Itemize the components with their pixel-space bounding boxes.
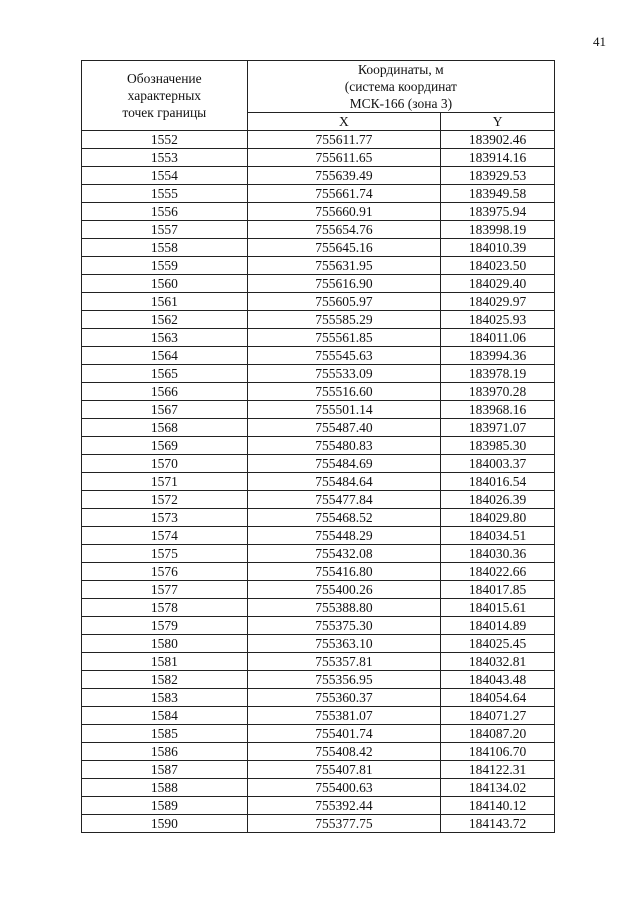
table-row [82, 743, 555, 761]
point-cell: 1561 [82, 293, 248, 311]
x-coordinate-cell: 755432.08 [247, 545, 441, 563]
y-coordinate-cell: 183902.46 [441, 131, 555, 149]
x-coordinate-cell: 755363.10 [247, 635, 441, 653]
point-cell: 1558 [82, 239, 248, 257]
point-cell: 1572 [82, 491, 248, 509]
table-row [82, 473, 555, 491]
y-coordinate-cell: 183929.53 [441, 167, 555, 185]
coords-header-line: МСК-166 (зона 3) [349, 96, 453, 111]
table-row [82, 311, 555, 329]
point-cell: 1567 [82, 401, 248, 419]
table-row [82, 419, 555, 437]
table-row [82, 491, 555, 509]
coordinates-column-header [247, 61, 554, 113]
y-coordinate-cell: 183985.30 [441, 437, 555, 455]
table-row [82, 437, 555, 455]
table-row [82, 761, 555, 779]
x-coordinate-cell: 755487.40 [247, 419, 441, 437]
point-cell: 1552 [82, 131, 248, 149]
table-row [82, 635, 555, 653]
x-coordinate-cell: 755477.84 [247, 491, 441, 509]
x-coordinate-cell: 755375.30 [247, 617, 441, 635]
point-cell: 1579 [82, 617, 248, 635]
x-coordinate-cell: 755400.63 [247, 779, 441, 797]
coordinates-table [81, 60, 555, 833]
y-coordinate-cell: 184016.54 [441, 473, 555, 491]
table-row [82, 617, 555, 635]
x-coordinate-cell: 755360.37 [247, 689, 441, 707]
x-coordinate-cell: 755561.85 [247, 329, 441, 347]
x-coordinate-cell: 755605.97 [247, 293, 441, 311]
point-cell: 1576 [82, 563, 248, 581]
point-cell: 1586 [82, 743, 248, 761]
y-coordinate-cell: 184003.37 [441, 455, 555, 473]
point-cell: 1555 [82, 185, 248, 203]
table-row [82, 815, 555, 833]
x-coordinate-cell: 755400.26 [247, 581, 441, 599]
x-coordinate-cell: 755545.63 [247, 347, 441, 365]
point-cell: 1560 [82, 275, 248, 293]
y-coordinate-cell: 184143.72 [441, 815, 555, 833]
x-coordinate-cell: 755484.69 [247, 455, 441, 473]
y-coordinate-cell: 184029.97 [441, 293, 555, 311]
x-coordinate-cell: 755611.65 [247, 149, 441, 167]
y-coordinate-cell: 183975.94 [441, 203, 555, 221]
point-header-line: точек границы [122, 105, 207, 120]
table-row [82, 725, 555, 743]
point-cell: 1571 [82, 473, 248, 491]
y-coordinate-cell: 183968.16 [441, 401, 555, 419]
x-coordinate-cell: 755516.60 [247, 383, 441, 401]
y-coordinate-cell: 184030.36 [441, 545, 555, 563]
x-coordinate-cell: 755381.07 [247, 707, 441, 725]
x-coordinate-cell: 755468.52 [247, 509, 441, 527]
y-coordinate-cell: 184022.66 [441, 563, 555, 581]
table-row [82, 599, 555, 617]
y-coordinate-cell: 184023.50 [441, 257, 555, 275]
y-coordinate-cell: 184087.20 [441, 725, 555, 743]
x-coordinate-cell: 755611.77 [247, 131, 441, 149]
x-coordinate-cell: 755484.64 [247, 473, 441, 491]
y-coordinate-cell: 184029.80 [441, 509, 555, 527]
table-row [82, 365, 555, 383]
point-cell: 1584 [82, 707, 248, 725]
x-coordinate-cell: 755480.83 [247, 437, 441, 455]
x-coordinate-cell: 755377.75 [247, 815, 441, 833]
point-cell: 1578 [82, 599, 248, 617]
x-coordinate-cell: 755616.90 [247, 275, 441, 293]
x-coordinate-cell: 755388.80 [247, 599, 441, 617]
table-row [82, 545, 555, 563]
point-cell: 1577 [82, 581, 248, 599]
y-coordinate-cell: 183914.16 [441, 149, 555, 167]
x-coordinate-cell: 755407.81 [247, 761, 441, 779]
point-cell: 1559 [82, 257, 248, 275]
y-coordinate-cell: 184026.39 [441, 491, 555, 509]
point-cell: 1574 [82, 527, 248, 545]
table-row [82, 185, 555, 203]
y-coordinate-cell: 184140.12 [441, 797, 555, 815]
y-coordinate-cell: 183970.28 [441, 383, 555, 401]
y-coordinate-cell: 184106.70 [441, 743, 555, 761]
point-cell: 1565 [82, 365, 248, 383]
table-body [82, 131, 555, 833]
table-row [82, 167, 555, 185]
table-row [82, 653, 555, 671]
x-column-header: X [247, 113, 441, 131]
table-row [82, 509, 555, 527]
point-cell: 1590 [82, 815, 248, 833]
y-coordinate-cell: 184034.51 [441, 527, 555, 545]
y-coordinate-cell: 184043.48 [441, 671, 555, 689]
y-coordinate-cell: 183971.07 [441, 419, 555, 437]
x-coordinate-cell: 755356.95 [247, 671, 441, 689]
point-cell: 1581 [82, 653, 248, 671]
table-row [82, 203, 555, 221]
table-row [82, 383, 555, 401]
y-coordinate-cell: 184014.89 [441, 617, 555, 635]
table-row [82, 581, 555, 599]
table-row [82, 689, 555, 707]
table-row [82, 707, 555, 725]
y-coordinate-cell: 184122.31 [441, 761, 555, 779]
point-cell: 1587 [82, 761, 248, 779]
y-coordinate-cell: 184029.40 [441, 275, 555, 293]
point-cell: 1554 [82, 167, 248, 185]
table-row [82, 221, 555, 239]
table-row [82, 131, 555, 149]
point-cell: 1569 [82, 437, 248, 455]
table-header-row [82, 61, 555, 113]
table-row [82, 293, 555, 311]
x-coordinate-cell: 755401.74 [247, 725, 441, 743]
point-header-line: характерных [127, 88, 202, 103]
x-coordinate-cell: 755585.29 [247, 311, 441, 329]
y-coordinate-cell: 184025.93 [441, 311, 555, 329]
y-coordinate-cell: 184011.06 [441, 329, 555, 347]
table-row [82, 239, 555, 257]
point-cell: 1562 [82, 311, 248, 329]
point-cell: 1588 [82, 779, 248, 797]
x-coordinate-cell: 755645.16 [247, 239, 441, 257]
x-coordinate-cell: 755654.76 [247, 221, 441, 239]
page-number: 41 [593, 34, 606, 49]
table-row [82, 347, 555, 365]
y-coordinate-cell: 183949.58 [441, 185, 555, 203]
table-row [82, 455, 555, 473]
table-row [82, 275, 555, 293]
y-coordinate-cell: 184010.39 [441, 239, 555, 257]
point-cell: 1564 [82, 347, 248, 365]
x-coordinate-cell: 755631.95 [247, 257, 441, 275]
table-row [82, 671, 555, 689]
point-cell: 1585 [82, 725, 248, 743]
point-cell: 1580 [82, 635, 248, 653]
coords-header-line: (система координат [344, 79, 457, 94]
table-row [82, 329, 555, 347]
point-cell: 1583 [82, 689, 248, 707]
coords-header-line: Координаты, м [358, 62, 444, 77]
x-coordinate-cell: 755533.09 [247, 365, 441, 383]
table-row [82, 779, 555, 797]
point-column-header [82, 61, 248, 131]
point-cell: 1568 [82, 419, 248, 437]
point-cell: 1573 [82, 509, 248, 527]
y-coordinate-cell: 184134.02 [441, 779, 555, 797]
x-coordinate-cell: 755661.74 [247, 185, 441, 203]
point-cell: 1582 [82, 671, 248, 689]
point-cell: 1553 [82, 149, 248, 167]
y-coordinate-cell: 184071.27 [441, 707, 555, 725]
x-coordinate-cell: 755448.29 [247, 527, 441, 545]
point-cell: 1575 [82, 545, 248, 563]
table-row [82, 149, 555, 167]
table-row [82, 401, 555, 419]
point-cell: 1563 [82, 329, 248, 347]
y-coordinate-cell: 184025.45 [441, 635, 555, 653]
y-coordinate-cell: 184015.61 [441, 599, 555, 617]
point-cell: 1589 [82, 797, 248, 815]
point-cell: 1557 [82, 221, 248, 239]
y-coordinate-cell: 183994.36 [441, 347, 555, 365]
x-coordinate-cell: 755660.91 [247, 203, 441, 221]
table-row [82, 797, 555, 815]
y-column-header: Y [441, 113, 555, 131]
y-coordinate-cell: 183998.19 [441, 221, 555, 239]
point-cell: 1570 [82, 455, 248, 473]
y-coordinate-cell: 183978.19 [441, 365, 555, 383]
table-row [82, 527, 555, 545]
x-coordinate-cell: 755639.49 [247, 167, 441, 185]
point-cell: 1556 [82, 203, 248, 221]
point-header-line: Обозначение [127, 71, 202, 86]
y-coordinate-cell: 184017.85 [441, 581, 555, 599]
x-coordinate-cell: 755408.42 [247, 743, 441, 761]
table-row [82, 563, 555, 581]
y-coordinate-cell: 184054.64 [441, 689, 555, 707]
point-cell: 1566 [82, 383, 248, 401]
x-coordinate-cell: 755357.81 [247, 653, 441, 671]
x-coordinate-cell: 755416.80 [247, 563, 441, 581]
x-coordinate-cell: 755501.14 [247, 401, 441, 419]
y-coordinate-cell: 184032.81 [441, 653, 555, 671]
table-row [82, 257, 555, 275]
x-coordinate-cell: 755392.44 [247, 797, 441, 815]
